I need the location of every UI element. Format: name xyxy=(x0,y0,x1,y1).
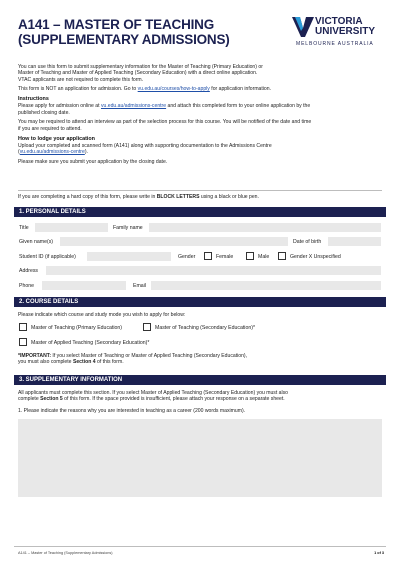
interview-paragraph: You may be required to attend an interview as part of the selection process for this course. You will be notified of the date and time if you are required to attend. xyxy=(18,119,312,132)
gender-male-label: Male xyxy=(258,254,270,260)
applied-teaching-label: Master of Applied Teaching (Secondary Education)* xyxy=(31,340,150,346)
gender-female-label: Female xyxy=(216,254,234,260)
form-title-line1: A141 – MASTER OF TEACHING xyxy=(18,17,215,32)
gender-female-checkbox[interactable] xyxy=(204,252,212,260)
intro-paragraph-usage: You can use this form to submit supplementary information for the Master of Teaching (Primary Education) or Master of Teaching and Master of Applied Teaching (Secondary Education) with a direct online application. VTAC applicants are not required to complete this form. xyxy=(18,64,263,83)
address-field[interactable] xyxy=(46,266,381,275)
question-1: 1. Please indicate the reasons why you are interested in teaching as a career (200 words maximum). xyxy=(18,408,246,414)
admissions-centre-link[interactable]: vu.edu.au/admissions-centre xyxy=(100,103,167,110)
gender-x-label: Gender X Unspecified xyxy=(290,254,341,260)
given-names-field[interactable] xyxy=(60,237,288,246)
instructions-heading: Instructions xyxy=(18,96,49,103)
email-field[interactable] xyxy=(151,281,381,290)
family-name-field[interactable] xyxy=(149,223,381,232)
logo-line2: UNIVERSITY xyxy=(315,26,376,37)
title-field[interactable] xyxy=(35,223,108,232)
course-intro: Please indicate which course and study mode you wish to apply for below: xyxy=(18,312,186,318)
logo-subtitle: MELBOURNE AUSTRALIA xyxy=(296,41,374,47)
section-1-header: 1. PERSONAL DETAILS xyxy=(14,207,386,217)
primary-education-label: Master of Teaching (Primary Education) xyxy=(31,325,123,331)
gender-male-checkbox[interactable] xyxy=(246,252,254,260)
title-label: Title xyxy=(19,225,29,231)
section-2-header: 2. COURSE DETAILS xyxy=(14,297,386,307)
intro-paragraph-not-application: This form is NOT an application for admission. Go to vu.edu.au/courses/how-to-apply for application information. xyxy=(18,86,272,93)
form-title-line2: (SUPPLEMENTARY ADMISSIONS) xyxy=(18,32,230,47)
lodge-paragraph: Upload your completed and scanned form (A141) along with supporting documentation to the Admissions Centre (vu.edu.au/admissions-centre). xyxy=(18,142,272,155)
secondary-education-label: Master of Teaching (Secondary Education)* xyxy=(155,325,255,331)
closing-date-paragraph: Please make sure you submit your application by the closing date. xyxy=(18,158,168,165)
instructions-paragraph: Please apply for admission online at vu.edu.au/admissions-centre and attach this completed form to your online application by the published closing date. xyxy=(18,103,311,116)
dob-label: Date of birth xyxy=(293,239,322,245)
email-label: Email xyxy=(133,283,146,289)
question-1-response-field[interactable] xyxy=(18,419,382,497)
vu-logo xyxy=(292,17,384,51)
intro-text xyxy=(18,64,388,169)
gender-x-checkbox[interactable] xyxy=(278,252,286,260)
admissions-centre-link-2[interactable]: vu.edu.au/admissions-centre xyxy=(19,148,85,155)
page-header xyxy=(0,0,400,58)
footer-form-name: A141 – Master of Teaching (Supplementary Admissions) xyxy=(18,551,113,555)
logo-wordmark xyxy=(315,17,375,37)
logo-line1: VICTORIA xyxy=(315,16,363,27)
section-3-header: 3. SUPPLEMENTARY INFORMATION xyxy=(14,375,386,385)
dob-field[interactable] xyxy=(328,237,381,246)
page-number: 1 of 3 xyxy=(374,551,384,555)
course-important-note: *IMPORTANT: If you select Master of Teaching or Master of Applied Teaching (Secondary Education), you must also complete Section 4 of this form. xyxy=(18,353,248,366)
vu-logo-mark-icon xyxy=(292,17,314,37)
footer-divider xyxy=(14,546,386,547)
phone-field[interactable] xyxy=(42,281,126,290)
form-title xyxy=(18,17,230,47)
student-id-label: Student ID (if applicable) xyxy=(19,254,76,260)
secondary-education-checkbox[interactable] xyxy=(143,323,151,331)
given-names-label: Given name(s) xyxy=(19,239,54,245)
applied-teaching-checkbox[interactable] xyxy=(19,338,27,346)
divider xyxy=(18,190,382,191)
student-id-field[interactable] xyxy=(87,252,171,261)
primary-education-checkbox[interactable] xyxy=(19,323,27,331)
how-to-apply-link[interactable]: vu.edu.au/courses/how-to-apply xyxy=(137,86,210,93)
address-label: Address xyxy=(19,268,39,274)
family-name-label: Family name xyxy=(113,225,143,231)
gender-label: Gender xyxy=(178,254,196,260)
lodge-heading: How to lodge your application xyxy=(18,135,95,142)
supplementary-intro: All applicants must complete this section. If you select Master of Applied Teaching (Secondary Education) you must also complete Section 5 of this form. If the space provided is insufficient, please attach your response on a separate sheet. xyxy=(18,390,289,403)
block-letters-note: If you are completing a hard copy of this form, please write in BLOCK LETTERS using a black or blue pen. xyxy=(18,194,259,200)
phone-label: Phone xyxy=(19,283,35,289)
